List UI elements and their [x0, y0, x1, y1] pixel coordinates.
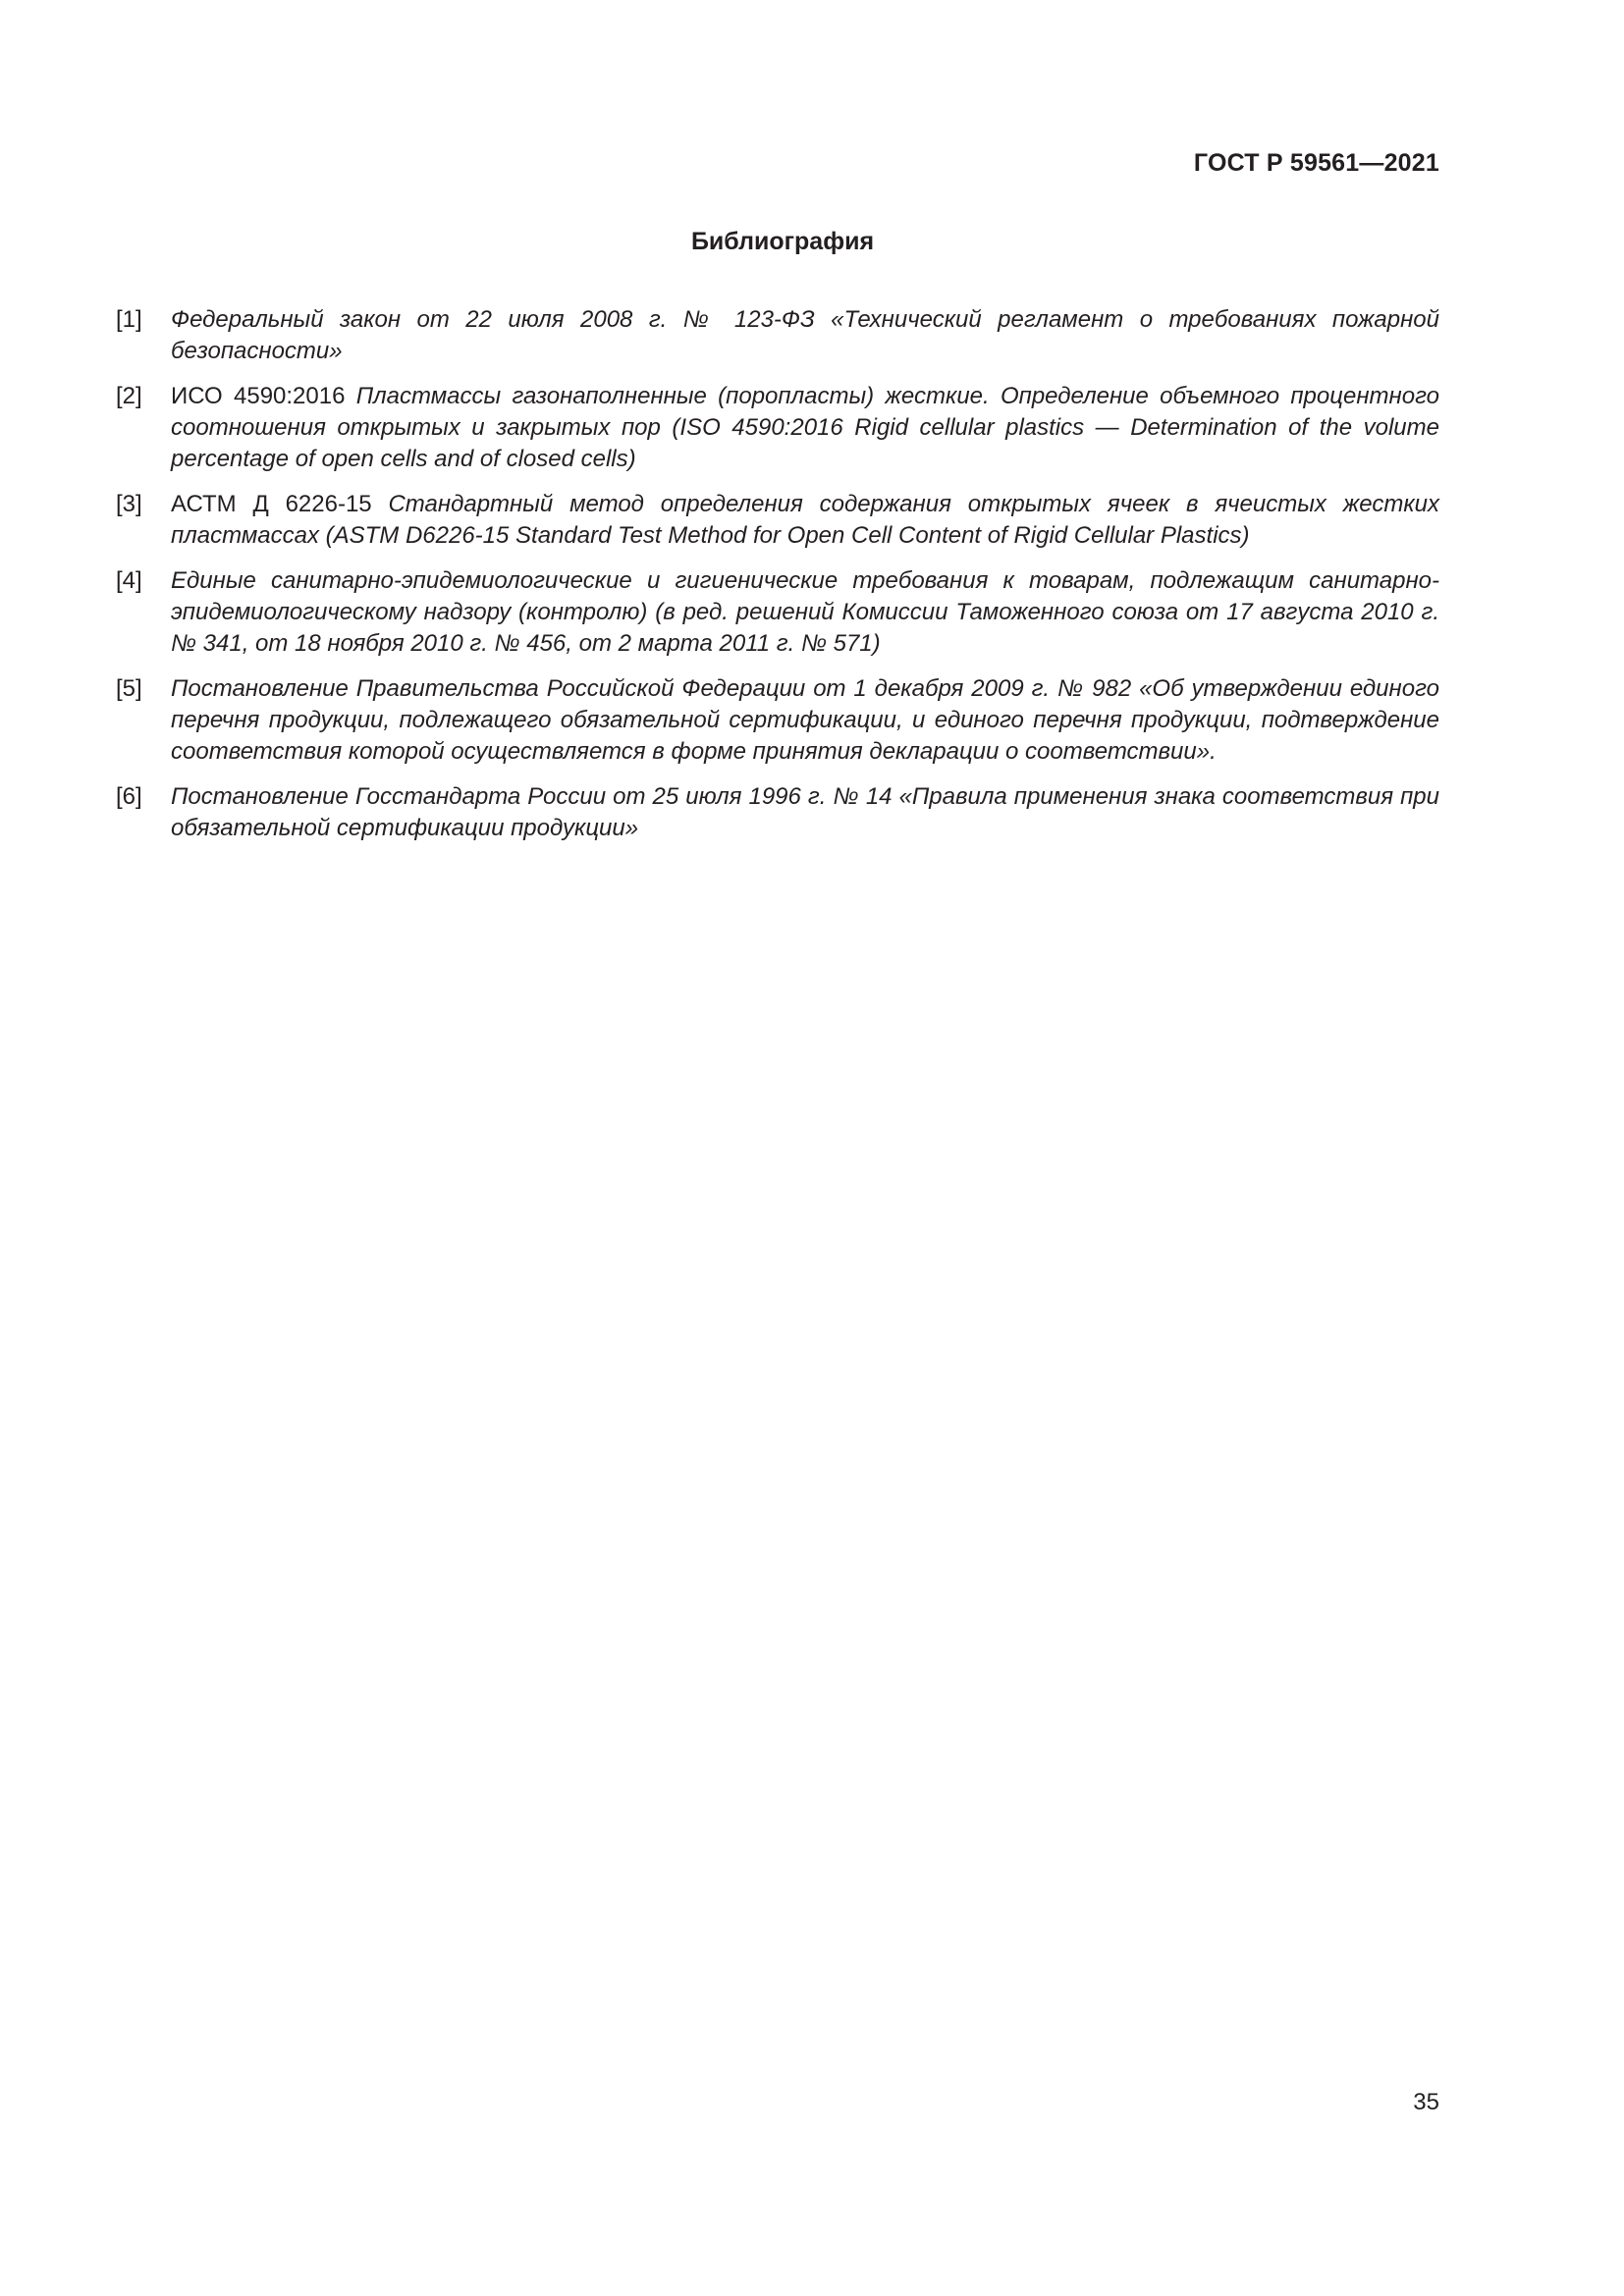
entry-text-block	[171, 565, 1439, 660]
bibliography-list	[116, 304, 1439, 858]
entry-text-block	[171, 781, 1439, 844]
bibliography-entry	[116, 304, 1439, 367]
bibliography-entry	[116, 565, 1439, 660]
entry-text: Пластмассы газонаполненные (поропласты) жесткие. Определение объемного процентного соотношения открытых и закрытых пор (ISO 4590:2016 Rigid cellular plastics — Determination of the volume percentage of open cells and of closed cells)	[171, 383, 1439, 472]
entry-text-block	[171, 673, 1439, 768]
entry-number: [4]	[116, 567, 142, 594]
bibliography-entry	[116, 381, 1439, 475]
entry-text: Стандартный метод определения содержания открытых ячеек в ячеистых жестких пластмассах (ASTM D6226-15 Standard Test Method for Open Cell Content of Rigid Cellular Plastics)	[171, 491, 1439, 549]
entry-text: Постановление Правительства Российской Федерации от 1 декабря 2009 г. № 982 «Об утверждении единого перечня продукции, подлежащего обязательной сертификации, и единого перечня продукции, подтверждение соответствия которой осуществляется в форме принятия декларации о соответствии».	[171, 675, 1439, 765]
section-title: Библиография	[690, 228, 875, 255]
bibliography-entry	[116, 489, 1439, 552]
entry-text-block	[171, 304, 1439, 367]
entry-number: [2]	[116, 383, 142, 409]
entry-number: [5]	[116, 675, 142, 702]
entry-prefix: АСТМ Д 6226-15	[171, 491, 389, 517]
entry-text: Постановление Госстандарта России от 25 июля 1996 г. № 14 «Правила применения знака соответствия при обязательной сертификации продукции»	[171, 783, 1439, 841]
entry-number: [6]	[116, 783, 142, 810]
bibliography-entry	[116, 781, 1439, 844]
document-code: ГОСТ Р 59561—2021	[1193, 149, 1439, 177]
entry-text-block	[171, 381, 1439, 475]
entry-text: Единые санитарно-эпидемиологические и гигиенические требования к товарам, подлежащим санитарно-эпидемиологическому надзору (контролю) (в ред. решений Комиссии Таможенного союза от 17 августа 2010 г. № 341, от 18 ноября 2010 г. № 456, от 2 марта 2011 г. № 571)	[171, 567, 1439, 657]
entry-number: [1]	[116, 306, 142, 333]
page-number: 35	[1413, 2089, 1439, 2115]
entry-text-block	[171, 489, 1439, 552]
entry-text: Федеральный закон от 22 июля 2008 г. № 123-ФЗ «Технический регламент о требованиях пожарной безопасности»	[171, 306, 1439, 364]
bibliography-entry	[116, 673, 1439, 768]
entry-number: [3]	[116, 491, 142, 517]
entry-prefix: ИСО 4590:2016	[171, 383, 356, 409]
